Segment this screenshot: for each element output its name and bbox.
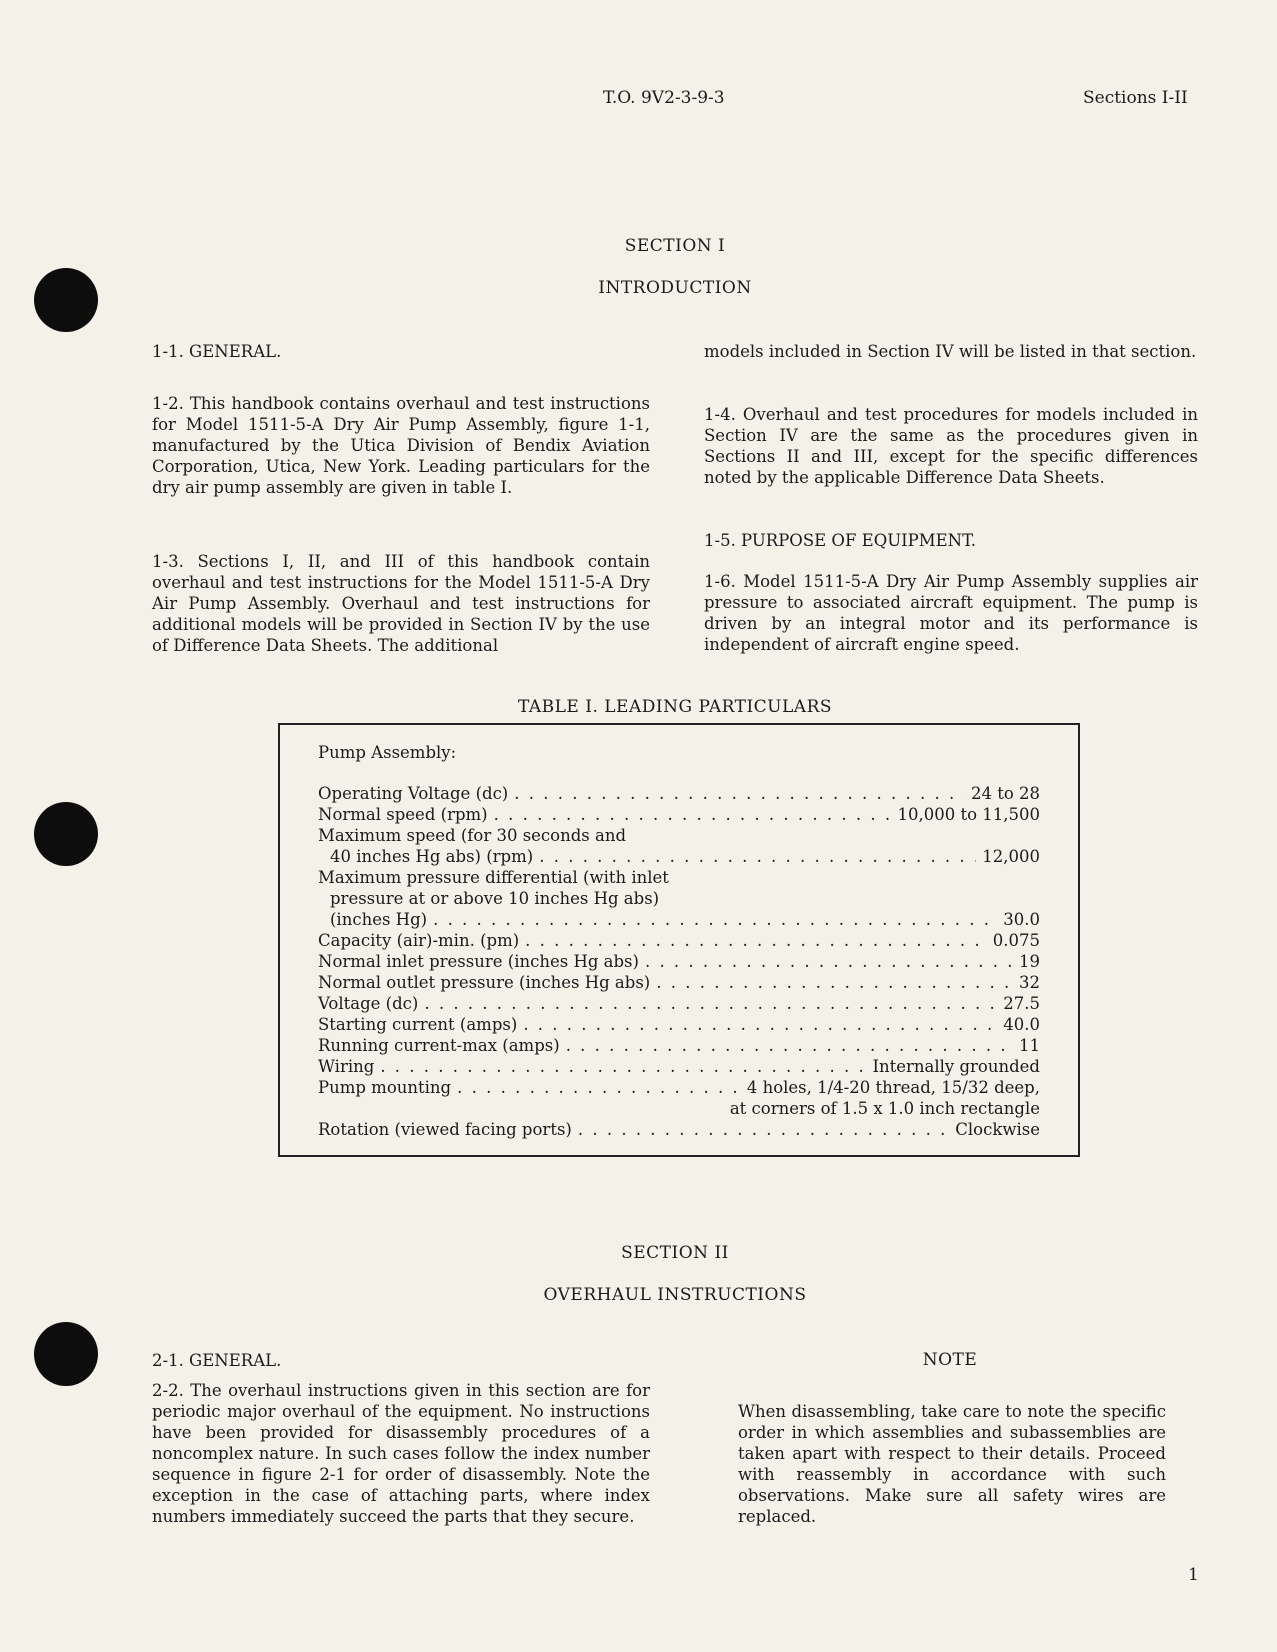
para-1-5-heading: 1-5. PURPOSE OF EQUIPMENT. [704, 531, 976, 550]
leader-dots [433, 909, 997, 930]
para-1-6: 1-6. Model 1511-5-A Dry Air Pump Assembly supplies air pressure to associated aircraft equipment. The pump is driven by an integral motor and its performance is independent of aircraft engine speed. [704, 572, 1198, 654]
table-row: 40 inches Hg abs) (rpm) . . . 12,000 [330, 846, 1040, 867]
table-row: Normal outlet pressure (inches Hg abs) . . . 32 [318, 972, 1040, 993]
section-1-subtitle: INTRODUCTION [598, 278, 752, 298]
table-row: Starting current (amps) . . . 40.0 [318, 1014, 1040, 1035]
leader-dots [380, 1056, 866, 1077]
section-2-title: SECTION II [621, 1243, 729, 1263]
leader-dots [494, 804, 892, 825]
leader-dots [578, 1119, 949, 1140]
table-row: Normal inlet pressure (inches Hg abs) . . . 19 [318, 951, 1040, 972]
para-1-3-continued: models included in Section IV will be listed in that section. [704, 342, 1197, 361]
table-row-label: Maximum speed (for 30 seconds and [318, 826, 627, 845]
leader-dots [566, 1035, 1013, 1056]
table-row-label: pressure at or above 10 inches Hg abs) [330, 889, 660, 908]
binder-hole-middle [34, 802, 98, 866]
table-row: Pump mounting . . . 4 holes, 1/4-20 thread, 15/32 deep, [318, 1077, 1040, 1098]
para-1-2: 1-2. This handbook contains overhaul and test instructions for Model 1511-5-A Dry Air Pump Assembly, figure 1-1, manufactured by the Utica Division of Bendix Aviation Corporation, Utica, New York. Leading particulars for the dry air pump assembly are given in table I. [152, 394, 650, 497]
para-1-4: 1-4. Overhaul and test procedures for models included in Section IV are the same as the procedures given in Sections II and III, except for the specific differences noted by the applicable Difference Data Sheets. [704, 405, 1198, 487]
leader-dots [645, 951, 1013, 972]
table-row-continuation: at corners of 1.5 x 1.0 inch rectangle [729, 1099, 1040, 1118]
note-body: When disassembling, take care to note the specific order in which assemblies and subassemblies are taken apart with respect to their details. Proceed with reassembly in accordance with such observations. Make sure all safety wires are replaced. [738, 1402, 1166, 1526]
table-group-label: Pump Assembly: [318, 743, 457, 762]
table-row: Voltage (dc) . . . 27.5 [318, 993, 1040, 1014]
para-1-1-heading: 1-1. GENERAL. [152, 342, 282, 361]
section-2-subtitle: OVERHAUL INSTRUCTIONS [543, 1285, 807, 1305]
sections-label: Sections I-II [1083, 88, 1188, 108]
table-row: (inches Hg) . . . 30.0 [330, 909, 1040, 930]
leading-particulars-table [278, 723, 1080, 1157]
page-number: 1 [1188, 1565, 1199, 1585]
binder-hole-bottom [34, 1322, 98, 1386]
table-row: Running current-max (amps) . . . 11 [318, 1035, 1040, 1056]
leader-dots [514, 783, 965, 804]
table-row: Wiring . . . Internally grounded [318, 1056, 1040, 1077]
table-row-label: Maximum pressure differential (with inlet [318, 868, 669, 887]
para-2-2: 2-2. The overhaul instructions given in this section are for periodic major overhaul of the equipment. No instructions have been provided for disassembly procedures of a noncomplex nature. In such cases follow the index number sequence in figure 2-1 for order of disassembly. Note the exception in the case of attaching parts, where index numbers immediately succeed the parts that they secure. [152, 1381, 650, 1526]
para-1-3: 1-3. Sections I, II, and III of this handbook contain overhaul and test instructions for the Model 1511-5-A Dry Air Pump Assembly. Overhaul and test instructions for additional models will be provided in Section IV by the use of Difference Data Sheets. The additional [152, 552, 650, 655]
leader-dots [656, 972, 1013, 993]
note-title: NOTE [922, 1350, 978, 1370]
table-row: Capacity (air)-min. (pm) . . . 0.075 [318, 930, 1040, 951]
table-row: Normal speed (rpm) . . . 10,000 to 11,500 [318, 804, 1040, 825]
to-number: T.O. 9V2-3-9-3 [603, 88, 725, 108]
table-title: TABLE I. LEADING PARTICULARS [517, 697, 833, 717]
table-row: Operating Voltage (dc) . . . 24 to 28 [318, 783, 1040, 804]
leader-dots [523, 1014, 997, 1035]
leader-dots [525, 930, 987, 951]
para-2-1-heading: 2-1. GENERAL. [152, 1351, 282, 1370]
section-1-title: SECTION I [624, 236, 726, 256]
leader-dots [539, 846, 976, 867]
leader-dots [424, 993, 997, 1014]
leader-dots [457, 1077, 741, 1098]
table-row: Rotation (viewed facing ports) . . . Clockwise [318, 1119, 1040, 1140]
